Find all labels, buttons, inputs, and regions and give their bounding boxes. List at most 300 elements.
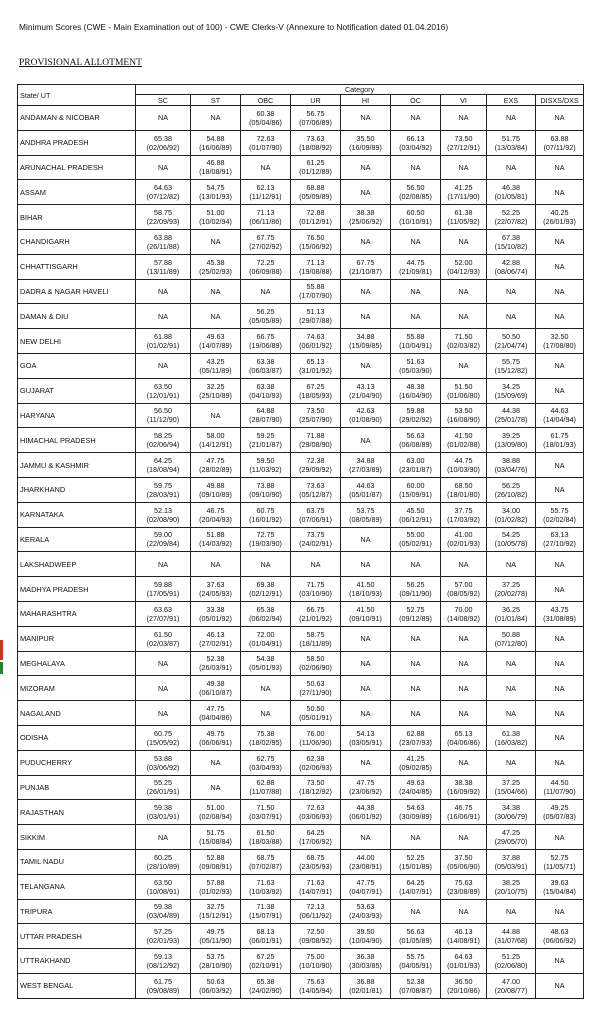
- score-cell: 63.38 (06/03/87): [241, 353, 291, 378]
- score-cell: 55.88 (10/04/91): [391, 329, 441, 354]
- score-cell: 50.88 (07/12/80): [487, 626, 536, 651]
- table-row: [18, 180, 584, 205]
- score-cell: 72.63 (03/06/93): [291, 800, 341, 825]
- table-row: [18, 155, 584, 180]
- score-cell: 61.75 (09/08/89): [136, 973, 191, 998]
- score-cell: NA: [391, 279, 441, 304]
- table-row: [18, 329, 584, 354]
- score-cell: 50.63 (27/11/90): [291, 676, 341, 701]
- state-name: GUJARAT: [18, 378, 136, 403]
- state-name: TELANGANA: [18, 874, 136, 899]
- score-cell: 54.75 (13/01/93): [191, 180, 241, 205]
- score-cell: 69.38 (02/12/91): [241, 577, 291, 602]
- score-cell: 72.00 (01/04/91): [241, 626, 291, 651]
- score-cell: 63.13 (27/10/92): [536, 527, 584, 552]
- state-name: JHARKHAND: [18, 477, 136, 502]
- state-name: BIHAR: [18, 205, 136, 230]
- score-cell: 68.88 (05/09/89): [291, 180, 341, 205]
- score-cell: NA: [391, 899, 441, 924]
- score-cell: 63.63 (27/07/91): [136, 601, 191, 626]
- state-name: MIZORAM: [18, 676, 136, 701]
- document-title: Minimum Scores (CWE - Main Examination out of 100) - CWE Clerks-V (Annexure to Notification dated 01.04.2016): [19, 22, 449, 32]
- score-cell: 38.88 (03/04/76): [487, 453, 536, 478]
- score-cell: NA: [391, 701, 441, 726]
- score-cell: 45.50 (06/12/91): [391, 502, 441, 527]
- score-cell: NA: [391, 552, 441, 577]
- score-cell: NA: [241, 279, 291, 304]
- table-row: [18, 229, 584, 254]
- score-cell: 47.75 (04/07/91): [341, 874, 391, 899]
- score-cell: 61.25 (01/12/89): [291, 155, 341, 180]
- score-cell: NA: [241, 701, 291, 726]
- score-cell: 44.63 (05/01/87): [341, 477, 391, 502]
- score-cell: 51.00 (10/02/94): [191, 205, 241, 230]
- score-cell: 63.88 (07/11/92): [536, 130, 584, 155]
- score-cell: 46.75 (20/04/93): [191, 502, 241, 527]
- score-cell: 36.38 (30/03/85): [341, 949, 391, 974]
- state-name: NAGALAND: [18, 701, 136, 726]
- table-row: [18, 130, 584, 155]
- score-cell: 56.25 (26/10/82): [487, 477, 536, 502]
- score-cell: 72.25 (06/09/88): [241, 254, 291, 279]
- score-cell: 67.25 (18/05/93): [291, 378, 341, 403]
- score-cell: NA: [441, 825, 487, 850]
- score-cell: 55.00 (05/02/91): [391, 527, 441, 552]
- score-cell: 56.63 (01/05/89): [391, 924, 441, 949]
- table-row: [18, 651, 584, 676]
- score-cell: 46.88 (18/08/91): [191, 155, 241, 180]
- score-cell: 71.50 (03/07/91): [241, 800, 291, 825]
- score-cell: NA: [441, 552, 487, 577]
- score-cell: 65.13 (31/01/92): [291, 353, 341, 378]
- score-cell: 62.75 (03/04/93): [241, 750, 291, 775]
- score-cell: NA: [136, 106, 191, 131]
- score-cell: 38.38 (25/06/92): [341, 205, 391, 230]
- table-row: [18, 949, 584, 974]
- score-cell: 37.25 (15/04/66): [487, 775, 536, 800]
- score-cell: 36.25 (01/01/84): [487, 601, 536, 626]
- score-cell: NA: [536, 180, 584, 205]
- score-cell: 51.63 (05/03/90): [391, 353, 441, 378]
- column-header: UR: [291, 95, 341, 106]
- table-row: [18, 254, 584, 279]
- score-cell: NA: [441, 106, 487, 131]
- score-cell: NA: [441, 353, 487, 378]
- score-cell: NA: [487, 701, 536, 726]
- score-cell: NA: [341, 527, 391, 552]
- table-row: [18, 750, 584, 775]
- score-cell: 61.88 (01/02/91): [136, 329, 191, 354]
- score-cell: NA: [536, 676, 584, 701]
- table-row: [18, 552, 584, 577]
- score-cell: NA: [441, 304, 487, 329]
- state-header: State/ UT: [18, 85, 136, 106]
- state-name: UTTAR PRADESH: [18, 924, 136, 949]
- score-cell: 73.63 (18/08/92): [291, 130, 341, 155]
- state-name: HIMACHAL PRADESH: [18, 428, 136, 453]
- score-cell: 39.63 (15/04/84): [536, 874, 584, 899]
- score-cell: 47.25 (29/05/70): [487, 825, 536, 850]
- score-cell: 60.75 (15/05/92): [136, 725, 191, 750]
- state-name: MANIPUR: [18, 626, 136, 651]
- score-cell: 51.88 (14/03/92): [191, 527, 241, 552]
- score-cell: 58.50 (02/06/90): [291, 651, 341, 676]
- score-cell: NA: [536, 973, 584, 998]
- state-name: PUNJAB: [18, 775, 136, 800]
- table-row: [18, 453, 584, 478]
- score-cell: 59.00 (22/09/84): [136, 527, 191, 552]
- score-cell: 51.00 (02/08/94): [191, 800, 241, 825]
- score-cell: 60.50 (10/10/91): [391, 205, 441, 230]
- score-cell: NA: [536, 279, 584, 304]
- table-row: [18, 304, 584, 329]
- score-cell: NA: [487, 155, 536, 180]
- score-cell: 37.75 (17/03/92): [441, 502, 487, 527]
- score-cell: 41.25 (09/02/85): [391, 750, 441, 775]
- score-cell: 57.88 (01/02/93): [191, 874, 241, 899]
- score-cell: 58.75 (18/11/89): [291, 626, 341, 651]
- state-name: ASSAM: [18, 180, 136, 205]
- score-cell: NA: [536, 552, 584, 577]
- score-cell: 68.50 (18/01/80): [441, 477, 487, 502]
- score-cell: NA: [536, 477, 584, 502]
- score-cell: 41.50 (18/10/93): [341, 577, 391, 602]
- score-cell: NA: [191, 775, 241, 800]
- score-cell: 32.50 (17/08/80): [536, 329, 584, 354]
- score-cell: 44.50 (11/07/90): [536, 775, 584, 800]
- score-cell: NA: [536, 106, 584, 131]
- score-cell: NA: [487, 106, 536, 131]
- score-cell: 54.25 (10/05/78): [487, 527, 536, 552]
- score-cell: NA: [341, 106, 391, 131]
- state-name: UTTRAKHAND: [18, 949, 136, 974]
- score-cell: NA: [136, 304, 191, 329]
- table-row: [18, 874, 584, 899]
- score-cell: 43.13 (21/04/90): [341, 378, 391, 403]
- score-cell: NA: [536, 155, 584, 180]
- state-name: JAMMU & KASHMIR: [18, 453, 136, 478]
- table-row: [18, 849, 584, 874]
- table-row: [18, 477, 584, 502]
- state-name: KERALA: [18, 527, 136, 552]
- score-cell: 59.38 (03/01/91): [136, 800, 191, 825]
- score-cell: NA: [136, 353, 191, 378]
- score-cell: 38.38 (16/09/92): [441, 775, 487, 800]
- score-cell: 62.88 (23/07/93): [391, 725, 441, 750]
- column-header: SC: [136, 95, 191, 106]
- score-cell: 71.88 (29/08/90): [291, 428, 341, 453]
- score-cell: 39.25 (13/09/80): [487, 428, 536, 453]
- state-name: DAMAN & DIU: [18, 304, 136, 329]
- table-row: [18, 825, 584, 850]
- score-cell: 65.13 (04/06/86): [441, 725, 487, 750]
- score-cell: 42.88 (08/06/74): [487, 254, 536, 279]
- score-cell: 32.25 (25/10/89): [191, 378, 241, 403]
- score-cell: 36.88 (02/01/81): [341, 973, 391, 998]
- score-cell: 58.75 (22/09/93): [136, 205, 191, 230]
- score-cell: 72.75 (19/03/90): [241, 527, 291, 552]
- score-cell: NA: [487, 899, 536, 924]
- score-cell: 72.38 (29/09/92): [291, 453, 341, 478]
- score-cell: 61.75 (18/01/93): [536, 428, 584, 453]
- state-name: ARUNACHAL PRADESH: [18, 155, 136, 180]
- score-cell: NA: [241, 552, 291, 577]
- score-cell: NA: [441, 899, 487, 924]
- score-cell: 55.75 (04/05/91): [391, 949, 441, 974]
- score-cell: NA: [191, 106, 241, 131]
- score-cell: 55.75 (02/02/84): [536, 502, 584, 527]
- score-cell: 44.38 (25/01/78): [487, 403, 536, 428]
- score-cell: 54.13 (03/05/91): [341, 725, 391, 750]
- score-cell: 49.63 (14/07/89): [191, 329, 241, 354]
- score-cell: 50.50 (05/01/91): [291, 701, 341, 726]
- table-row: [18, 775, 584, 800]
- score-cell: 54.38 (05/01/93): [241, 651, 291, 676]
- score-cell: 34.00 (01/02/82): [487, 502, 536, 527]
- score-cell: NA: [487, 552, 536, 577]
- score-cell: 72.13 (06/11/92): [291, 899, 341, 924]
- score-cell: 59.88 (29/02/92): [391, 403, 441, 428]
- score-cell: NA: [136, 155, 191, 180]
- score-cell: 59.50 (11/03/92): [241, 453, 291, 478]
- score-cell: NA: [241, 155, 291, 180]
- score-cell: NA: [191, 279, 241, 304]
- score-cell: 64.25 (14/07/91): [391, 874, 441, 899]
- score-cell: NA: [536, 353, 584, 378]
- score-cell: NA: [391, 676, 441, 701]
- score-cell: 60.00 (15/09/91): [391, 477, 441, 502]
- score-cell: 73.63 (05/12/87): [291, 477, 341, 502]
- score-cell: 53.88 (03/06/92): [136, 750, 191, 775]
- score-cell: 52.00 (04/12/93): [441, 254, 487, 279]
- score-cell: NA: [191, 304, 241, 329]
- score-cell: NA: [487, 304, 536, 329]
- table-row: [18, 899, 584, 924]
- score-cell: 63.38 (04/10/93): [241, 378, 291, 403]
- score-cell: 49.88 (09/10/89): [191, 477, 241, 502]
- score-cell: 65.38 (06/02/94): [241, 601, 291, 626]
- score-cell: 73.50 (18/12/92): [291, 775, 341, 800]
- score-cell: 61.38 (11/05/92): [441, 205, 487, 230]
- score-cell: 67.75 (27/02/92): [241, 229, 291, 254]
- score-cell: 51.25 (02/06/80): [487, 949, 536, 974]
- score-cell: 39.50 (10/04/90): [341, 924, 391, 949]
- score-cell: 73.50 (27/12/91): [441, 130, 487, 155]
- score-cell: NA: [136, 676, 191, 701]
- score-cell: NA: [536, 229, 584, 254]
- score-cell: 52.25 (15/01/89): [391, 849, 441, 874]
- score-cell: 49.63 (24/04/85): [391, 775, 441, 800]
- score-cell: NA: [536, 378, 584, 403]
- score-cell: NA: [391, 825, 441, 850]
- score-cell: 53.75 (08/05/89): [341, 502, 391, 527]
- margin-mark: [0, 662, 3, 674]
- state-name: NEW DELHI: [18, 329, 136, 354]
- table-row: [18, 527, 584, 552]
- table-row: [18, 378, 584, 403]
- score-cell: 73.50 (25/07/90): [291, 403, 341, 428]
- score-cell: NA: [441, 701, 487, 726]
- score-cell: 34.88 (15/09/85): [341, 329, 391, 354]
- score-cell: NA: [191, 750, 241, 775]
- score-cell: NA: [536, 949, 584, 974]
- state-name: MAHARASHTRA: [18, 601, 136, 626]
- score-cell: 37.25 (20/02/78): [487, 577, 536, 602]
- score-cell: 44.63 (14/04/94): [536, 403, 584, 428]
- score-cell: 47.00 (20/08/77): [487, 973, 536, 998]
- score-cell: 34.88 (27/03/89): [341, 453, 391, 478]
- score-cell: NA: [391, 229, 441, 254]
- score-cell: 52.13 (02/08/90): [136, 502, 191, 527]
- score-cell: 33.38 (05/01/92): [191, 601, 241, 626]
- state-name: ANDHRA PRADESH: [18, 130, 136, 155]
- score-cell: 71.75 (03/10/90): [291, 577, 341, 602]
- score-cell: 37.50 (05/06/90): [441, 849, 487, 874]
- table-row: [18, 502, 584, 527]
- score-cell: 72.63 (01/07/90): [241, 130, 291, 155]
- score-cell: 63.50 (12/01/91): [136, 378, 191, 403]
- score-cell: 47.75 (28/02/89): [191, 453, 241, 478]
- score-cell: 66.75 (19/06/89): [241, 329, 291, 354]
- score-cell: 72.50 (09/08/92): [291, 924, 341, 949]
- score-cell: 44.88 (31/07/68): [487, 924, 536, 949]
- column-header: EXS: [487, 95, 536, 106]
- score-cell: NA: [341, 626, 391, 651]
- score-cell: 51.75 (13/03/84): [487, 130, 536, 155]
- state-name: MEGHALAYA: [18, 651, 136, 676]
- score-cell: 70.00 (14/08/92): [441, 601, 487, 626]
- score-cell: 43.75 (31/08/89): [536, 601, 584, 626]
- score-cell: 61.38 (16/03/82): [487, 725, 536, 750]
- scores-table: [17, 84, 584, 999]
- score-cell: NA: [341, 701, 391, 726]
- score-cell: NA: [536, 626, 584, 651]
- table-row: [18, 701, 584, 726]
- column-header: HI: [341, 95, 391, 106]
- score-cell: 62.13 (11/12/91): [241, 180, 291, 205]
- score-cell: 58.25 (02/06/94): [136, 428, 191, 453]
- score-cell: 32.75 (15/12/91): [191, 899, 241, 924]
- state-name: CHANDIGARH: [18, 229, 136, 254]
- score-cell: 56.63 (06/08/89): [391, 428, 441, 453]
- score-cell: 71.38 (15/07/91): [241, 899, 291, 924]
- score-cell: NA: [536, 701, 584, 726]
- score-cell: 68.75 (23/05/93): [291, 849, 341, 874]
- score-cell: NA: [341, 229, 391, 254]
- state-name: GOA: [18, 353, 136, 378]
- score-cell: 76.50 (15/06/92): [291, 229, 341, 254]
- score-cell: 52.38 (26/03/91): [191, 651, 241, 676]
- score-cell: 68.75 (07/02/87): [241, 849, 291, 874]
- score-cell: 41.50 (09/10/91): [341, 601, 391, 626]
- score-cell: NA: [391, 626, 441, 651]
- score-cell: 37.63 (24/05/93): [191, 577, 241, 602]
- score-cell: NA: [341, 155, 391, 180]
- column-header: OBC: [241, 95, 291, 106]
- score-cell: NA: [291, 552, 341, 577]
- score-cell: 47.75 (04/04/86): [191, 701, 241, 726]
- score-cell: 71.13 (06/11/86): [241, 205, 291, 230]
- score-cell: 58.00 (14/12/91): [191, 428, 241, 453]
- score-cell: 46.38 (01/05/81): [487, 180, 536, 205]
- score-cell: NA: [536, 899, 584, 924]
- score-cell: 50.50 (21/04/74): [487, 329, 536, 354]
- score-cell: 45.38 (25/02/93): [191, 254, 241, 279]
- score-cell: 59.88 (17/05/91): [136, 577, 191, 602]
- table-row: [18, 353, 584, 378]
- score-cell: 48.63 (06/06/92): [536, 924, 584, 949]
- score-cell: NA: [391, 304, 441, 329]
- score-cell: NA: [391, 651, 441, 676]
- score-cell: NA: [487, 750, 536, 775]
- score-cell: 71.63 (14/07/91): [291, 874, 341, 899]
- score-cell: NA: [536, 453, 584, 478]
- state-name: RAJASTHAN: [18, 800, 136, 825]
- score-cell: 59.13 (08/12/92): [136, 949, 191, 974]
- score-cell: NA: [441, 279, 487, 304]
- column-header: VI: [441, 95, 487, 106]
- column-header: ST: [191, 95, 241, 106]
- score-cell: 47.75 (23/06/92): [341, 775, 391, 800]
- score-cell: NA: [536, 825, 584, 850]
- score-cell: 75.63 (14/05/94): [291, 973, 341, 998]
- score-cell: 60.38 (05/04/86): [241, 106, 291, 131]
- score-cell: 71.13 (19/08/88): [291, 254, 341, 279]
- score-cell: 44.75 (21/09/81): [391, 254, 441, 279]
- score-cell: 40.25 (26/01/93): [536, 205, 584, 230]
- score-cell: 34.25 (15/09/69): [487, 378, 536, 403]
- table-row: [18, 577, 584, 602]
- score-cell: NA: [136, 552, 191, 577]
- score-cell: 53.75 (28/10/90): [191, 949, 241, 974]
- score-cell: NA: [487, 651, 536, 676]
- score-cell: 42.63 (01/08/90): [341, 403, 391, 428]
- table-row: [18, 428, 584, 453]
- score-cell: NA: [136, 651, 191, 676]
- score-cell: 62.88 (11/07/88): [241, 775, 291, 800]
- margin-mark: [0, 640, 3, 660]
- score-cell: 52.88 (09/08/91): [191, 849, 241, 874]
- score-cell: 72.88 (01/12/91): [291, 205, 341, 230]
- table-row: [18, 601, 584, 626]
- score-cell: NA: [341, 750, 391, 775]
- table-row: [18, 106, 584, 131]
- score-cell: 75.63 (23/08/89): [441, 874, 487, 899]
- score-cell: 67.75 (21/10/87): [341, 254, 391, 279]
- score-cell: 38.25 (20/10/75): [487, 874, 536, 899]
- state-name: MADHYA PRADESH: [18, 577, 136, 602]
- table-row: [18, 403, 584, 428]
- state-name: PUDUCHERRY: [18, 750, 136, 775]
- score-cell: 50.63 (06/03/92): [191, 973, 241, 998]
- score-cell: NA: [441, 676, 487, 701]
- state-name: LAKSHADWEEP: [18, 552, 136, 577]
- score-cell: 41.50 (01/02/88): [441, 428, 487, 453]
- score-cell: 61.50 (18/03/88): [241, 825, 291, 850]
- score-cell: 63.00 (23/01/87): [391, 453, 441, 478]
- score-cell: NA: [341, 304, 391, 329]
- score-cell: 44.75 (10/03/90): [441, 453, 487, 478]
- score-cell: 37.88 (05/03/91): [487, 849, 536, 874]
- score-cell: NA: [487, 279, 536, 304]
- score-cell: 35.50 (16/09/89): [341, 130, 391, 155]
- score-cell: 55.25 (26/01/91): [136, 775, 191, 800]
- state-name: DADRA & NAGAR HAVELI: [18, 279, 136, 304]
- score-cell: NA: [341, 428, 391, 453]
- score-cell: 63.88 (26/11/88): [136, 229, 191, 254]
- score-cell: 57.25 (02/01/93): [136, 924, 191, 949]
- score-cell: NA: [536, 750, 584, 775]
